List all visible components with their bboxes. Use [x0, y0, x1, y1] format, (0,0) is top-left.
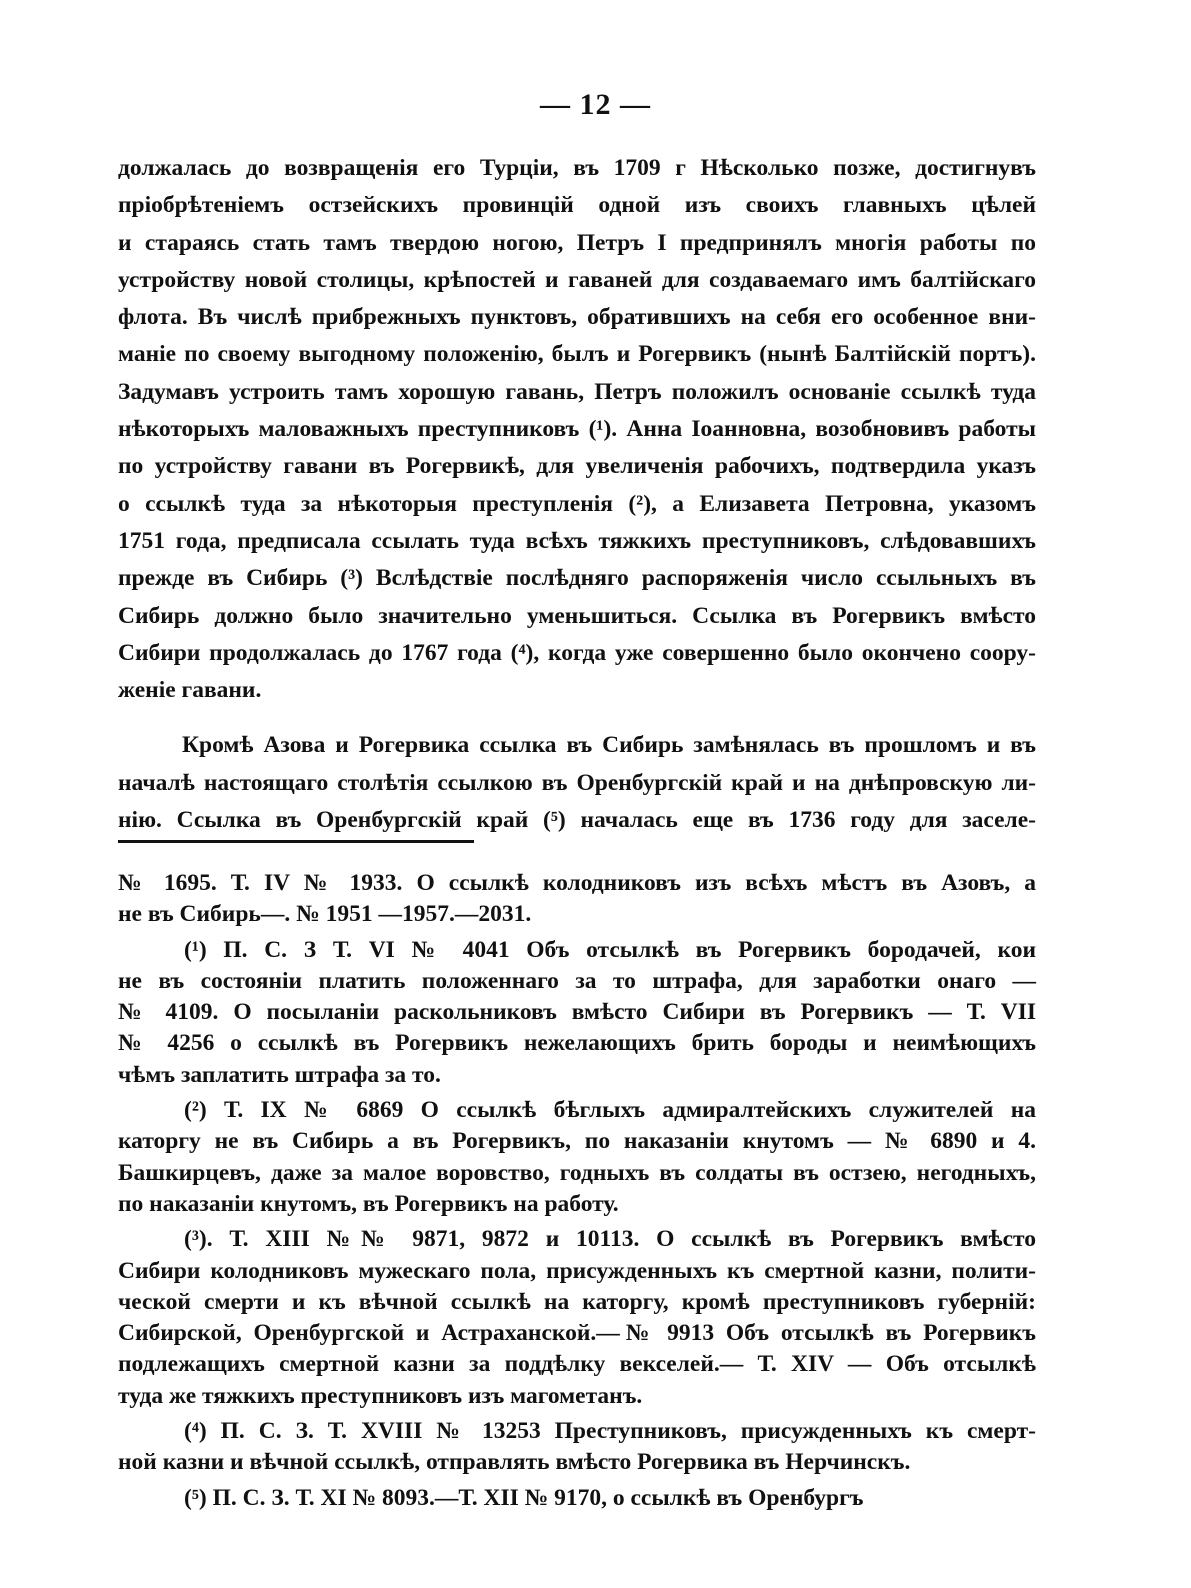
main-text — [118, 150, 1036, 839]
text-line: о ссылкѣ туда за нѣкоторыя преступленія (²), а Елизавета Петровна, указомъ — [118, 490, 1036, 517]
text-line: нѣкоторыхъ маловажныхъ преступниковъ (¹). Анна Іоанновна, возобновивъ работы — [118, 416, 1036, 443]
footnote-line: Сибири колодниковъ мужескаго пола, присужденныхъ къ смертной казни, полити- — [118, 1257, 1036, 1284]
footnote-3 — [118, 1224, 1036, 1412]
footnote-line: (²) Т. IX № 6869 О ссылкѣ бѣглыхъ адмиралтейскихъ служителей на — [184, 1097, 1036, 1124]
footnote-5 — [118, 1483, 1036, 1514]
text-line: маніе по своему выгодному положенію, былъ и Рогервикъ (нынѣ Балтійскій портъ). — [118, 341, 1036, 368]
text-line: началѣ настоящаго столѣтія ссылкою въ Оренбургскій край и на днѣпровскую ли- — [118, 769, 1036, 796]
text-line: Сибири продолжалась до 1767 года (⁴), когда уже совершенно было окончено соору- — [118, 639, 1036, 666]
text-line: пріобрѣтеніемъ остзейскихъ провинцій одной изъ своихъ главныхъ цѣлей — [118, 192, 1036, 219]
footnote-line: по наказаніи кнутомъ, въ Рогервикъ на работу. — [118, 1190, 619, 1217]
footnote-line: каторгу не въ Сибирь а въ Рогервикъ, по наказаніи кнутомъ — № 6890 и 4. — [118, 1128, 1036, 1155]
footnote-line: (⁵) П. С. З. Т. XI № 8093.—Т. XII № 9170, о ссылкѣ въ Оренбургъ — [184, 1484, 864, 1511]
text-line: устройству новой столицы, крѣпостей и гаваней для создаваемаго имъ балтійскаго — [118, 266, 1036, 293]
text-line: женіе гавани. — [118, 677, 262, 704]
footnote-line: туда же тяжкихъ преступниковъ изъ магометанъ. — [118, 1382, 643, 1409]
footnote-line: Сибирской, Оренбургской и Астраханской.—№ 9913 Объ отсылкѣ въ Рогервикъ — [118, 1320, 1036, 1347]
text-line: прежде въ Сибирь (³) Вслѣдствіе послѣдняго распоряженія число ссыльныхъ въ — [118, 565, 1036, 592]
footnote-line: Башкирцевъ, даже за малое воровство, годныхъ въ солдаты въ остзею, негодныхъ, — [118, 1159, 1036, 1186]
footnote-line: подлежащихъ смертной казни за поддѣлку векселей.— Т. XIV — Объ отсылкѣ — [118, 1351, 1036, 1378]
text-line: 1751 года, предписала ссылать туда всѣхъ тяжкихъ преступниковъ, слѣдовавшихъ — [118, 527, 1036, 554]
footnote-4 — [118, 1416, 1036, 1479]
text-line: по устройству гавани въ Рогервикѣ, для увеличенія рабочихъ, подтвердила указъ — [118, 453, 1036, 480]
footnote-divider — [118, 840, 474, 843]
footnote-line: ной казни и вѣчной ссылкѣ, отправлять вмѣсто Рогервика въ Нерчинскъ. — [118, 1449, 911, 1476]
footnote-1 — [118, 935, 1036, 1091]
footnote-line: не въ состояніи платить положеннаго за то штрафа, для заработки онаго — — [118, 967, 1036, 994]
footnote-line: (⁴) П. С. З. Т. XVIII № 13253 Преступниковъ, присужденныхъ къ смерт- — [184, 1418, 1036, 1445]
text-line: Сибирь должно было значительно уменьшиться. Ссылка въ Рогервикъ вмѣсто — [118, 602, 1036, 629]
text-line: Задумавъ устроить тамъ хорошую гавань, Петръ положилъ основаніе ссылкѣ туда — [118, 378, 1036, 405]
page-number: — 12 — — [540, 88, 651, 121]
text-line: и стараясь стать тамъ твердою ногою, Петръ I предпринялъ многія работы по — [118, 229, 1036, 256]
footnote-line: № 1695. Т. IV № 1933. О ссылкѣ колодниковъ изъ всѣхъ мѣстъ въ Азовъ, а — [118, 870, 1036, 896]
text-line: должалась до возвращенія его Турціи, въ 1709 г Нѣсколько позже, достигнувъ — [118, 155, 1036, 181]
footnote-continuation — [118, 868, 1036, 931]
footnote-line: № 4109. О посыланіи раскольниковъ вмѣсто Сибири въ Рогервикъ — Т. VII — [118, 999, 1036, 1026]
footnote-line: ческой смерти и къ вѣчной ссылкѣ на каторгу, кромѣ преступниковъ губерній: — [118, 1288, 1036, 1315]
footnote-line: № 4256 о ссылкѣ въ Рогервикъ нежелающихъ брить бороды и неимѣющихъ — [118, 1030, 1036, 1057]
text-line: флота. Въ числѣ прибрежныхъ пунктовъ, обратившихъ на себя его особенное вни- — [118, 304, 1036, 331]
text-line: нію. Ссылка въ Оренбургскій край (⁵) началась еще въ 1736 году для заселе- — [118, 807, 1036, 834]
footnote-line: (¹) П. С. З Т. VI № 4041 Объ отсылкѣ въ Рогервикъ бородачей, кои — [184, 936, 1036, 963]
text-line: Кромѣ Азова и Рогервика ссылка въ Сибирь замѣнялась въ прошломъ и въ — [182, 732, 1036, 759]
paragraph-2 — [118, 727, 1036, 839]
footnotes — [118, 868, 1036, 1518]
footnote-line: не въ Сибирь—. № 1951 —1957.—2031. — [118, 901, 532, 928]
paragraph-1 — [118, 150, 1036, 709]
footnote-line: (³). Т. XIII №№ 9871, 9872 и 10113. О ссылкѣ въ Рогервикъ вмѣсто — [184, 1226, 1036, 1253]
footnote-2 — [118, 1095, 1036, 1220]
footnote-line: чѣмъ заплатить штрафа за то. — [118, 1061, 441, 1088]
